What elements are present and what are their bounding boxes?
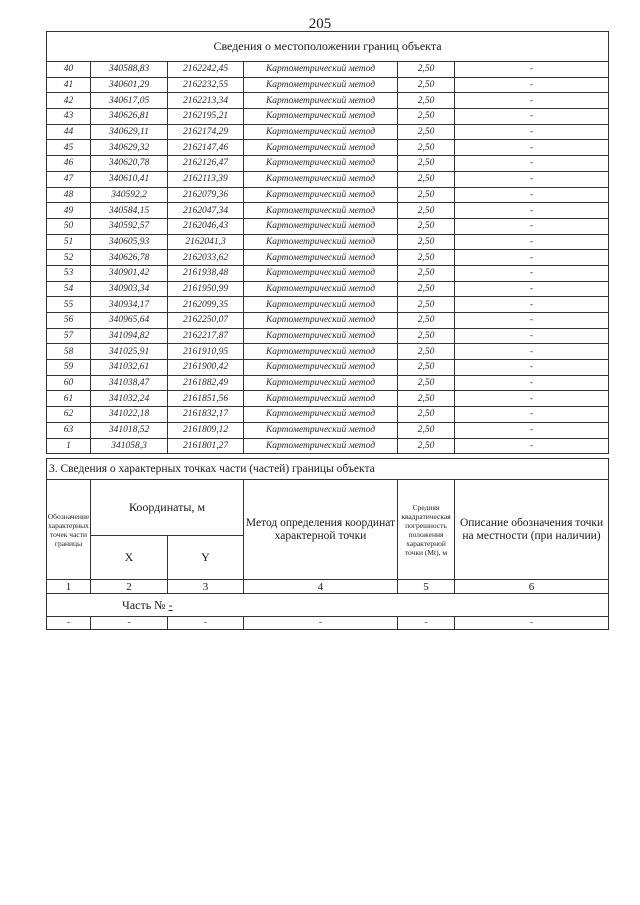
x-coordinate-cell: 340605,93 bbox=[91, 234, 168, 250]
method-cell: Картометрический метод bbox=[244, 93, 398, 109]
x-coordinate-cell: 341032,61 bbox=[91, 360, 168, 376]
table-row bbox=[47, 203, 609, 219]
x-coordinate-cell: 340588,83 bbox=[91, 62, 168, 78]
accuracy-cell: 2,50 bbox=[398, 422, 455, 438]
x-coordinate-cell: 341038,47 bbox=[91, 375, 168, 391]
description-cell: - bbox=[455, 77, 609, 93]
y-coordinate-cell: 2161851,56 bbox=[168, 391, 244, 407]
accuracy-cell: 2,50 bbox=[398, 281, 455, 297]
column-number: 2 bbox=[91, 580, 168, 594]
point-number-cell: 57 bbox=[47, 328, 91, 344]
accuracy-cell: 2,50 bbox=[398, 156, 455, 172]
point-number-cell: 44 bbox=[47, 124, 91, 140]
y-coordinate-cell: 2162147,46 bbox=[168, 140, 244, 156]
accuracy-cell: 2,50 bbox=[398, 313, 455, 329]
description-cell: - bbox=[455, 391, 609, 407]
x-coordinate-cell: 340584,15 bbox=[91, 203, 168, 219]
x-coordinate-cell: 340610,41 bbox=[91, 171, 168, 187]
method-cell: Картометрический метод bbox=[244, 156, 398, 172]
description-cell: - bbox=[455, 344, 609, 360]
point-number-cell: 60 bbox=[47, 375, 91, 391]
y-coordinate-cell: 2161950,99 bbox=[168, 281, 244, 297]
point-number-cell: 50 bbox=[47, 218, 91, 234]
part-label: Часть № bbox=[122, 597, 166, 612]
accuracy-cell: 2,50 bbox=[398, 171, 455, 187]
accuracy-cell: 2,50 bbox=[398, 391, 455, 407]
point-number-cell: 45 bbox=[47, 140, 91, 156]
method-cell: Картометрический метод bbox=[244, 124, 398, 140]
column-number: 4 bbox=[244, 580, 398, 594]
method-cell: Картометрический метод bbox=[244, 360, 398, 376]
x-coordinate-cell: 340901,42 bbox=[91, 265, 168, 281]
method-cell: Картометрический метод bbox=[244, 171, 398, 187]
description-cell: - bbox=[455, 109, 609, 125]
method-cell: Картометрический метод bbox=[244, 422, 398, 438]
point-number-cell: 62 bbox=[47, 407, 91, 423]
description-cell: - bbox=[455, 93, 609, 109]
accuracy-cell: 2,50 bbox=[398, 360, 455, 376]
column-number: 6 bbox=[455, 580, 609, 594]
x-coordinate-cell: 341018,52 bbox=[91, 422, 168, 438]
description-cell: - bbox=[455, 234, 609, 250]
point-number-cell: 59 bbox=[47, 360, 91, 376]
table-row bbox=[47, 297, 609, 313]
method-cell: Картометрический метод bbox=[244, 203, 398, 219]
x-coordinate-cell: 340626,78 bbox=[91, 250, 168, 266]
accuracy-cell: 2,50 bbox=[398, 250, 455, 266]
description-cell: - bbox=[455, 438, 609, 454]
method-cell: Картометрический метод bbox=[244, 77, 398, 93]
accuracy-cell: 2,50 bbox=[398, 297, 455, 313]
point-number-cell: 40 bbox=[47, 62, 91, 78]
x-coordinate-cell: 340629,11 bbox=[91, 124, 168, 140]
point-number-cell: 54 bbox=[47, 281, 91, 297]
header-coordinates: Координаты, м bbox=[91, 480, 244, 536]
table-row bbox=[47, 281, 609, 297]
y-coordinate-cell: 2162041,3 bbox=[168, 234, 244, 250]
x-coordinate-cell: 340965,64 bbox=[91, 313, 168, 329]
table-row bbox=[47, 140, 609, 156]
table-row bbox=[47, 109, 609, 125]
point-number-cell: 51 bbox=[47, 234, 91, 250]
point-number-cell: 56 bbox=[47, 313, 91, 329]
point-number-cell: 55 bbox=[47, 297, 91, 313]
point-number-cell: 61 bbox=[47, 391, 91, 407]
y-coordinate-cell: 2162232,55 bbox=[168, 77, 244, 93]
table-row bbox=[47, 360, 609, 376]
table-row bbox=[47, 313, 609, 329]
table-row bbox=[47, 375, 609, 391]
method-cell: Картометрический метод bbox=[244, 407, 398, 423]
table-row bbox=[47, 171, 609, 187]
y-coordinate-cell: 2161882,49 bbox=[168, 375, 244, 391]
method-cell: Картометрический метод bbox=[244, 250, 398, 266]
table-row bbox=[47, 422, 609, 438]
empty-cell: - bbox=[91, 617, 168, 630]
method-cell: Картометрический метод bbox=[244, 438, 398, 454]
description-cell: - bbox=[455, 360, 609, 376]
x-coordinate-cell: 341058,3 bbox=[91, 438, 168, 454]
method-cell: Картометрический метод bbox=[244, 218, 398, 234]
accuracy-cell: 2,50 bbox=[398, 77, 455, 93]
x-coordinate-cell: 340629,32 bbox=[91, 140, 168, 156]
point-number-cell: 1 bbox=[47, 438, 91, 454]
x-coordinate-cell: 341022,18 bbox=[91, 407, 168, 423]
y-coordinate-cell: 2162079,36 bbox=[168, 187, 244, 203]
table-row bbox=[47, 93, 609, 109]
y-coordinate-cell: 2161900,42 bbox=[168, 360, 244, 376]
table-row bbox=[47, 62, 609, 78]
point-number-cell: 41 bbox=[47, 77, 91, 93]
parts-section-title: 3. Сведения о характерных точках части (частей) границы объекта bbox=[47, 459, 609, 480]
x-coordinate-cell: 340601,29 bbox=[91, 77, 168, 93]
method-cell: Картометрический метод bbox=[244, 62, 398, 78]
accuracy-cell: 2,50 bbox=[398, 438, 455, 454]
description-cell: - bbox=[455, 187, 609, 203]
x-coordinate-cell: 340592,57 bbox=[91, 218, 168, 234]
part-points-table bbox=[46, 458, 609, 630]
table-row bbox=[47, 265, 609, 281]
description-cell: - bbox=[455, 171, 609, 187]
column-number: 5 bbox=[398, 580, 455, 594]
point-number-cell: 52 bbox=[47, 250, 91, 266]
description-cell: - bbox=[455, 203, 609, 219]
point-number-cell: 58 bbox=[47, 344, 91, 360]
description-cell: - bbox=[455, 328, 609, 344]
description-cell: - bbox=[455, 281, 609, 297]
empty-cell: - bbox=[47, 617, 91, 630]
empty-cell: - bbox=[244, 617, 398, 630]
method-cell: Картометрический метод bbox=[244, 297, 398, 313]
table-row bbox=[47, 124, 609, 140]
x-coordinate-cell: 341032,24 bbox=[91, 391, 168, 407]
description-cell: - bbox=[455, 422, 609, 438]
header-description: Описание обозначения точки на местности (при наличии) bbox=[455, 480, 609, 580]
description-cell: - bbox=[455, 218, 609, 234]
method-cell: Картометрический метод bbox=[244, 391, 398, 407]
y-coordinate-cell: 2162033,62 bbox=[168, 250, 244, 266]
y-coordinate-cell: 2161809,12 bbox=[168, 422, 244, 438]
accuracy-cell: 2,50 bbox=[398, 344, 455, 360]
description-cell: - bbox=[455, 156, 609, 172]
x-coordinate-cell: 340934,17 bbox=[91, 297, 168, 313]
method-cell: Картометрический метод bbox=[244, 234, 398, 250]
y-coordinate-cell: 2162099,35 bbox=[168, 297, 244, 313]
y-coordinate-cell: 2161910,95 bbox=[168, 344, 244, 360]
x-coordinate-cell: 340626,81 bbox=[91, 109, 168, 125]
part-value: - bbox=[168, 597, 173, 612]
method-cell: Картометрический метод bbox=[244, 140, 398, 156]
method-cell: Картометрический метод bbox=[244, 265, 398, 281]
method-cell: Картометрический метод bbox=[244, 344, 398, 360]
method-cell: Картометрический метод bbox=[244, 328, 398, 344]
accuracy-cell: 2,50 bbox=[398, 187, 455, 203]
point-number-cell: 43 bbox=[47, 109, 91, 125]
x-coordinate-cell: 340620,78 bbox=[91, 156, 168, 172]
description-cell: - bbox=[455, 62, 609, 78]
y-coordinate-cell: 2162046,43 bbox=[168, 218, 244, 234]
y-coordinate-cell: 2162217,87 bbox=[168, 328, 244, 344]
y-coordinate-cell: 2162242,45 bbox=[168, 62, 244, 78]
table-row bbox=[47, 328, 609, 344]
y-coordinate-cell: 2161938,48 bbox=[168, 265, 244, 281]
accuracy-cell: 2,50 bbox=[398, 218, 455, 234]
column-number: 3 bbox=[168, 580, 244, 594]
table-row bbox=[47, 438, 609, 454]
accuracy-cell: 2,50 bbox=[398, 93, 455, 109]
accuracy-cell: 2,50 bbox=[398, 203, 455, 219]
accuracy-cell: 2,50 bbox=[398, 234, 455, 250]
y-coordinate-cell: 2162250,07 bbox=[168, 313, 244, 329]
point-number-cell: 47 bbox=[47, 171, 91, 187]
description-cell: - bbox=[455, 140, 609, 156]
x-coordinate-cell: 340617,05 bbox=[91, 93, 168, 109]
y-coordinate-cell: 2162126,47 bbox=[168, 156, 244, 172]
y-coordinate-cell: 2162113,39 bbox=[168, 171, 244, 187]
x-coordinate-cell: 341025,91 bbox=[91, 344, 168, 360]
y-coordinate-cell: 2161832,17 bbox=[168, 407, 244, 423]
table-row bbox=[47, 77, 609, 93]
point-number-cell: 48 bbox=[47, 187, 91, 203]
empty-cell: - bbox=[168, 617, 244, 630]
header-accuracy: Средняя квадратическая погрешность положения характерной точки (Mt), м bbox=[398, 480, 455, 580]
table-row bbox=[47, 234, 609, 250]
accuracy-cell: 2,50 bbox=[398, 109, 455, 125]
table-row bbox=[47, 344, 609, 360]
method-cell: Картометрический метод bbox=[244, 187, 398, 203]
description-cell: - bbox=[455, 265, 609, 281]
accuracy-cell: 2,50 bbox=[398, 140, 455, 156]
empty-cell: - bbox=[455, 617, 609, 630]
y-coordinate-cell: 2162195,21 bbox=[168, 109, 244, 125]
description-cell: - bbox=[455, 313, 609, 329]
table-row bbox=[47, 250, 609, 266]
page-number: 205 bbox=[308, 16, 332, 32]
point-number-cell: 53 bbox=[47, 265, 91, 281]
header-method: Метод определения координат характерной точки bbox=[244, 480, 398, 580]
boundary-coordinates-table bbox=[46, 31, 609, 454]
description-cell: - bbox=[455, 375, 609, 391]
table-row bbox=[47, 407, 609, 423]
description-cell: - bbox=[455, 297, 609, 313]
accuracy-cell: 2,50 bbox=[398, 62, 455, 78]
table-row bbox=[47, 187, 609, 203]
table-row bbox=[47, 391, 609, 407]
y-coordinate-cell: 2162047,34 bbox=[168, 203, 244, 219]
x-coordinate-cell: 341094,82 bbox=[91, 328, 168, 344]
column-number: 1 bbox=[47, 580, 91, 594]
accuracy-cell: 2,50 bbox=[398, 328, 455, 344]
point-number-cell: 42 bbox=[47, 93, 91, 109]
y-coordinate-cell: 2162213,34 bbox=[168, 93, 244, 109]
point-number-cell: 46 bbox=[47, 156, 91, 172]
method-cell: Картометрический метод bbox=[244, 313, 398, 329]
y-coordinate-cell: 2161801,27 bbox=[168, 438, 244, 454]
header-y: Y bbox=[168, 536, 244, 580]
accuracy-cell: 2,50 bbox=[398, 124, 455, 140]
accuracy-cell: 2,50 bbox=[398, 407, 455, 423]
point-number-cell: 49 bbox=[47, 203, 91, 219]
table-row bbox=[47, 156, 609, 172]
y-coordinate-cell: 2162174,29 bbox=[168, 124, 244, 140]
point-number-cell: 63 bbox=[47, 422, 91, 438]
header-x: X bbox=[91, 536, 168, 580]
description-cell: - bbox=[455, 250, 609, 266]
part-row bbox=[47, 594, 609, 617]
header-point-label: Обозначение характерных точек части границы bbox=[47, 480, 91, 580]
accuracy-cell: 2,50 bbox=[398, 375, 455, 391]
method-cell: Картометрический метод bbox=[244, 109, 398, 125]
table-row bbox=[47, 218, 609, 234]
method-cell: Картометрический метод bbox=[244, 281, 398, 297]
accuracy-cell: 2,50 bbox=[398, 265, 455, 281]
description-cell: - bbox=[455, 124, 609, 140]
x-coordinate-cell: 340592,2 bbox=[91, 187, 168, 203]
x-coordinate-cell: 340903,34 bbox=[91, 281, 168, 297]
method-cell: Картометрический метод bbox=[244, 375, 398, 391]
description-cell: - bbox=[455, 407, 609, 423]
section-title: Сведения о местоположении границ объекта bbox=[47, 32, 609, 62]
empty-cell: - bbox=[398, 617, 455, 630]
